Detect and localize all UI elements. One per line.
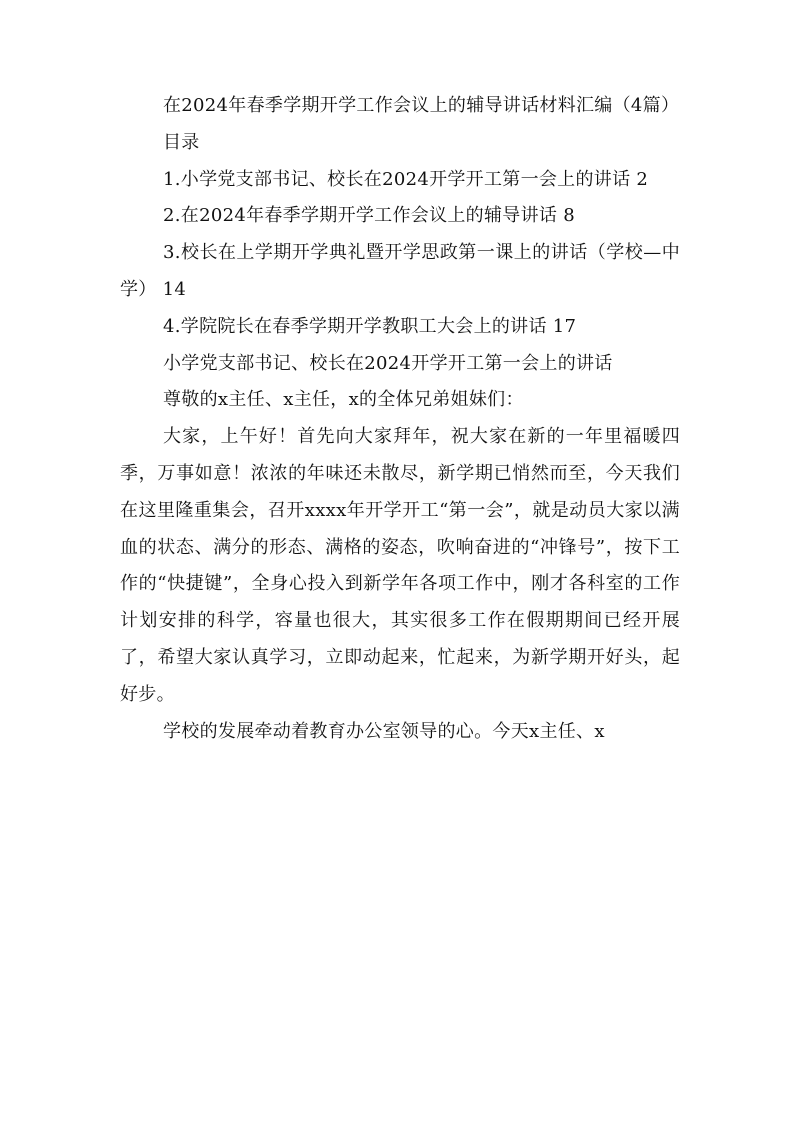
document-page <box>120 88 680 750</box>
body-paragraph: 学校的发展牵动着教育办公室领导的心。今天x主任、x <box>163 720 605 742</box>
toc-item: 2.在2024年春季学期开学工作会议上的辅导讲话 8 <box>163 205 575 227</box>
toc-item: 3.校长在上学期开学典礼暨开学思政第一课上的讲话（学校—中学） 14 <box>120 242 680 300</box>
toc-item: 1.小学党支部书记、校长在2024开学开工第一会上的讲话 2 <box>163 168 649 190</box>
body-paragraph: 大家，上午好！首先向大家拜年，祝大家在新的一年里福暖四季，万事如意！浓浓的年味还未散尽，新学期已悄然而至，今天我们在这里隆重集会，召开xxxx年开学开工“第一会”，就是动员大家以满血的状态、满分的形态、满格的姿态，吹响奋进的“冲锋号”，按下工作的“快捷键”，全身心投入到新学年各项工作中，刚才各科室的工作计划安排的科学，容量也很大，其实很多工作在假期期间已经开展了，希望大家认真学习，立即动起来，忙起来，为新学期开好头，起好步。 <box>120 426 680 705</box>
toc-item: 4.学院院长在春季学期开学教职工大会上的讲话 17 <box>163 315 577 337</box>
toc-heading: 目录 <box>163 131 200 153</box>
document-title: 在2024年春季学期开学工作会议上的辅导讲话材料汇编（4篇） <box>163 95 680 116</box>
salutation: 尊敬的x主任、x主任，x的全体兄弟姐妹们： <box>163 389 524 411</box>
section-title: 小学党支部书记、校长在2024开学开工第一会上的讲话 <box>163 352 613 374</box>
